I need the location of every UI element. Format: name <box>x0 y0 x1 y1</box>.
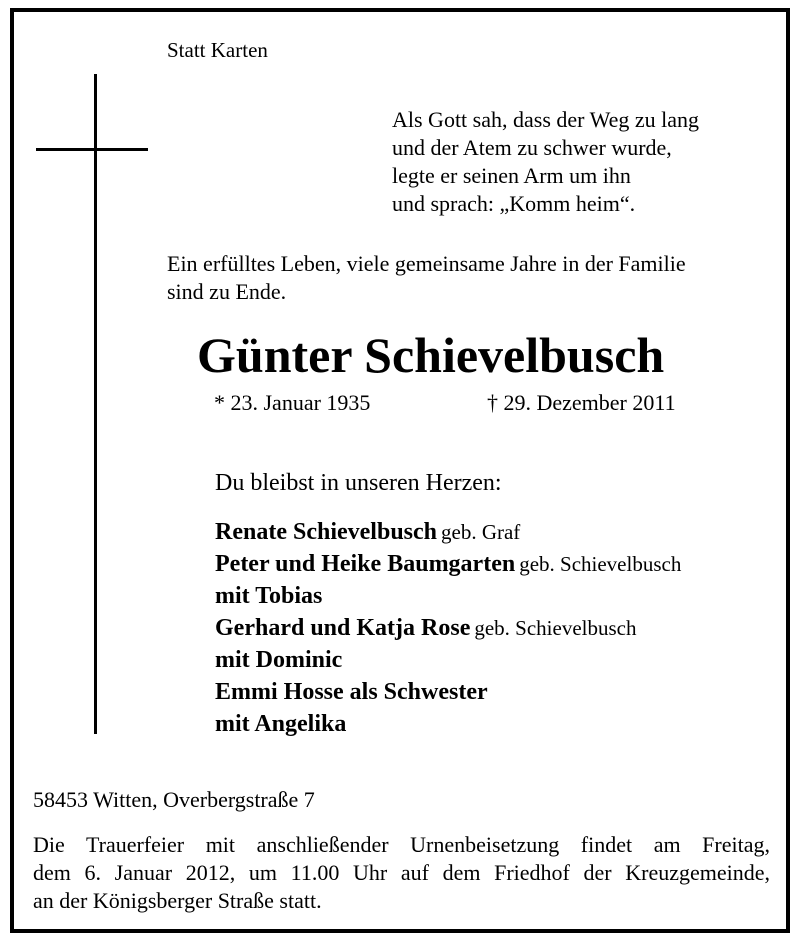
family-member-name: mit Angelika <box>215 711 347 737</box>
death-date: † 29. Dezember 2011 <box>487 390 676 415</box>
funeral-line: Die Trauerfeier mit anschließender Urnenbeisetzung findet am Freitag, <box>33 832 770 857</box>
family-member <box>215 580 681 612</box>
intro-text <box>167 250 686 306</box>
family-member <box>215 548 681 580</box>
family-member <box>215 516 681 548</box>
poem-line: und sprach: „Komm heim“. <box>392 191 636 216</box>
family-member-note: geb. Schievelbusch <box>474 616 637 640</box>
family-member-name: mit Dominic <box>215 647 343 673</box>
address: 58453 Witten, Overbergstraße 7 <box>33 787 315 812</box>
funeral-line: an der Königsberger Straße statt. <box>33 888 322 913</box>
obituary-notice <box>10 8 790 933</box>
birth-date: * 23. Januar 1935 <box>214 390 371 415</box>
funeral-line: dem 6. Januar 2012, um 11.00 Uhr auf dem Friedhof der Kreuzgemeinde, <box>33 860 770 885</box>
family-member-name: Renate Schievelbusch <box>215 519 437 545</box>
family-member-name: Emmi Hosse als Schwester <box>215 679 488 705</box>
poem <box>392 106 699 218</box>
poem-line: und der Atem zu schwer wurde, <box>392 135 672 160</box>
family-member-name: mit Tobias <box>215 583 323 609</box>
deceased-name: Günter Schievelbusch <box>197 327 665 383</box>
statt-karten-label: Statt Karten <box>167 38 268 62</box>
family-member <box>215 644 681 676</box>
cross-icon-horizontal <box>36 148 148 151</box>
family-member <box>215 612 681 644</box>
cross-icon-vertical <box>94 74 97 734</box>
intro-line: sind zu Ende. <box>167 279 287 304</box>
funeral-info <box>33 831 770 915</box>
family-list <box>215 516 681 740</box>
poem-line: Als Gott sah, dass der Weg zu lang <box>392 107 699 132</box>
poem-line: legte er seinen Arm um ihn <box>392 163 631 188</box>
family-member-note: geb. Schievelbusch <box>519 552 682 576</box>
family-heading: Du bleibst in unseren Herzen: <box>215 470 502 496</box>
family-member <box>215 676 681 708</box>
intro-line: Ein erfülltes Leben, viele gemeinsame Jahre in der Familie <box>167 251 686 276</box>
family-member <box>215 708 681 740</box>
family-member-name: Peter und Heike Baumgarten <box>215 551 516 577</box>
family-member-name: Gerhard und Katja Rose <box>215 615 471 641</box>
family-member-note: geb. Graf <box>441 520 521 544</box>
